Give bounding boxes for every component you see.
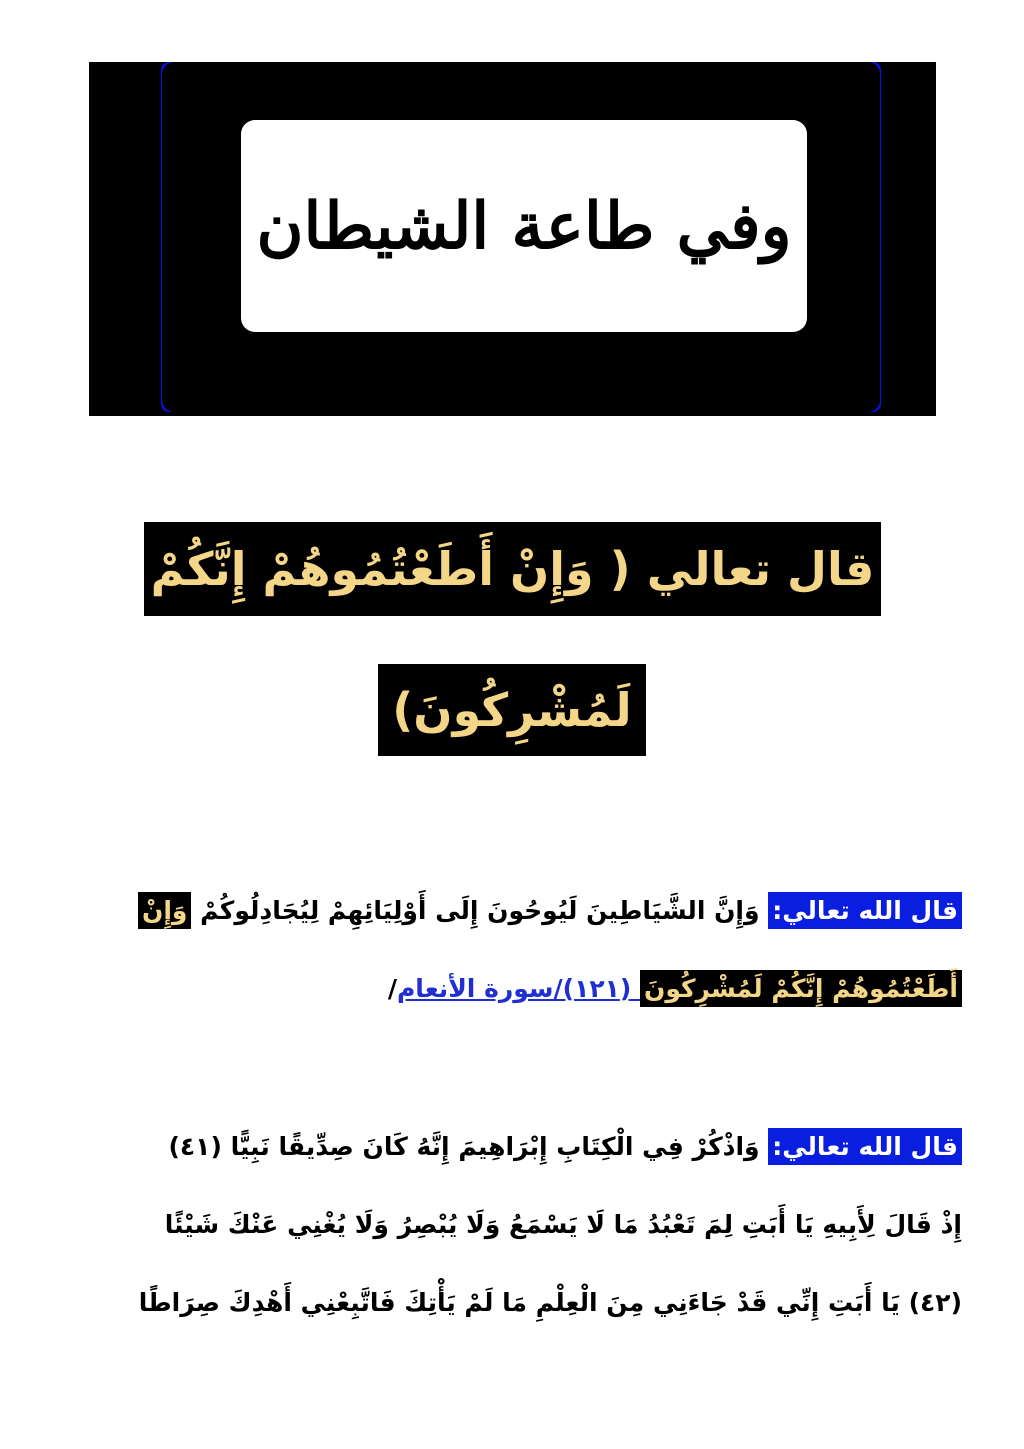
headline-text-1: قال تعالي ( وَإِنْ أَطَعْتُمُوهُمْ إِنَّكُمْ <box>150 542 875 596</box>
verse1-reference-tail: / <box>387 974 397 1003</box>
banner-title: وفي طاعة الشيطان <box>256 188 792 264</box>
verse2-text-2: إِذْ قَالَ لِأَبِيهِ يَا أَبَتِ لِمَ تَعْبُدُ مَا لَا يَسْمَعُ وَلَا يُبْصِرُ وَلَا يُغْنِي عَنْكَ شَيْئًا <box>164 1210 962 1239</box>
verse1-line-1 <box>138 896 962 925</box>
verse2-text-3: (٤٢) يَا أَبَتِ إِنِّي قَدْ جَاءَنِي مِنَ الْعِلْمِ مَا لَمْ يَأْتِكَ فَاتَّبِعْنِي أَهْدِكَ صِرَاطًا <box>138 1288 962 1317</box>
verse1-highlight-a: وَإِنْ <box>138 892 191 929</box>
verse2-label: قال الله تعالي: <box>768 1128 962 1165</box>
verse2-line-2 <box>165 1210 962 1239</box>
verse1-highlight-b: أَطَعْتُمُوهُمْ إِنَّكُمْ لَمُشْرِكُونَ <box>640 970 962 1007</box>
verse2-text-1: وَاذْكُرْ فِي الْكِتَابِ إِبْرَاهِيمَ إِنَّهُ كَانَ صِدِّيقًا نَبِيًّا (٤١) <box>168 1132 769 1161</box>
verse2-line-3 <box>139 1288 962 1317</box>
headline-line-1 <box>144 522 881 616</box>
verse1-text-a: وَإِنَّ الشَّيَاطِينَ لَيُوحُونَ إِلَى أَوْلِيَائِهِمْ لِيُجَادِلُوكُمْ <box>191 896 769 925</box>
title-banner <box>89 62 936 416</box>
verse1-label: قال الله تعالي: <box>768 892 962 929</box>
surah-reference-link[interactable]: (١٢١)/سورة الأنعام <box>396 974 640 1003</box>
verse2-line-1 <box>168 1132 962 1161</box>
headline-text-2: لَمُشْرِكُونَ) <box>392 683 632 737</box>
banner-white-box <box>241 120 807 332</box>
headline-line-2 <box>378 664 646 756</box>
verse1-line-2 <box>388 974 962 1003</box>
